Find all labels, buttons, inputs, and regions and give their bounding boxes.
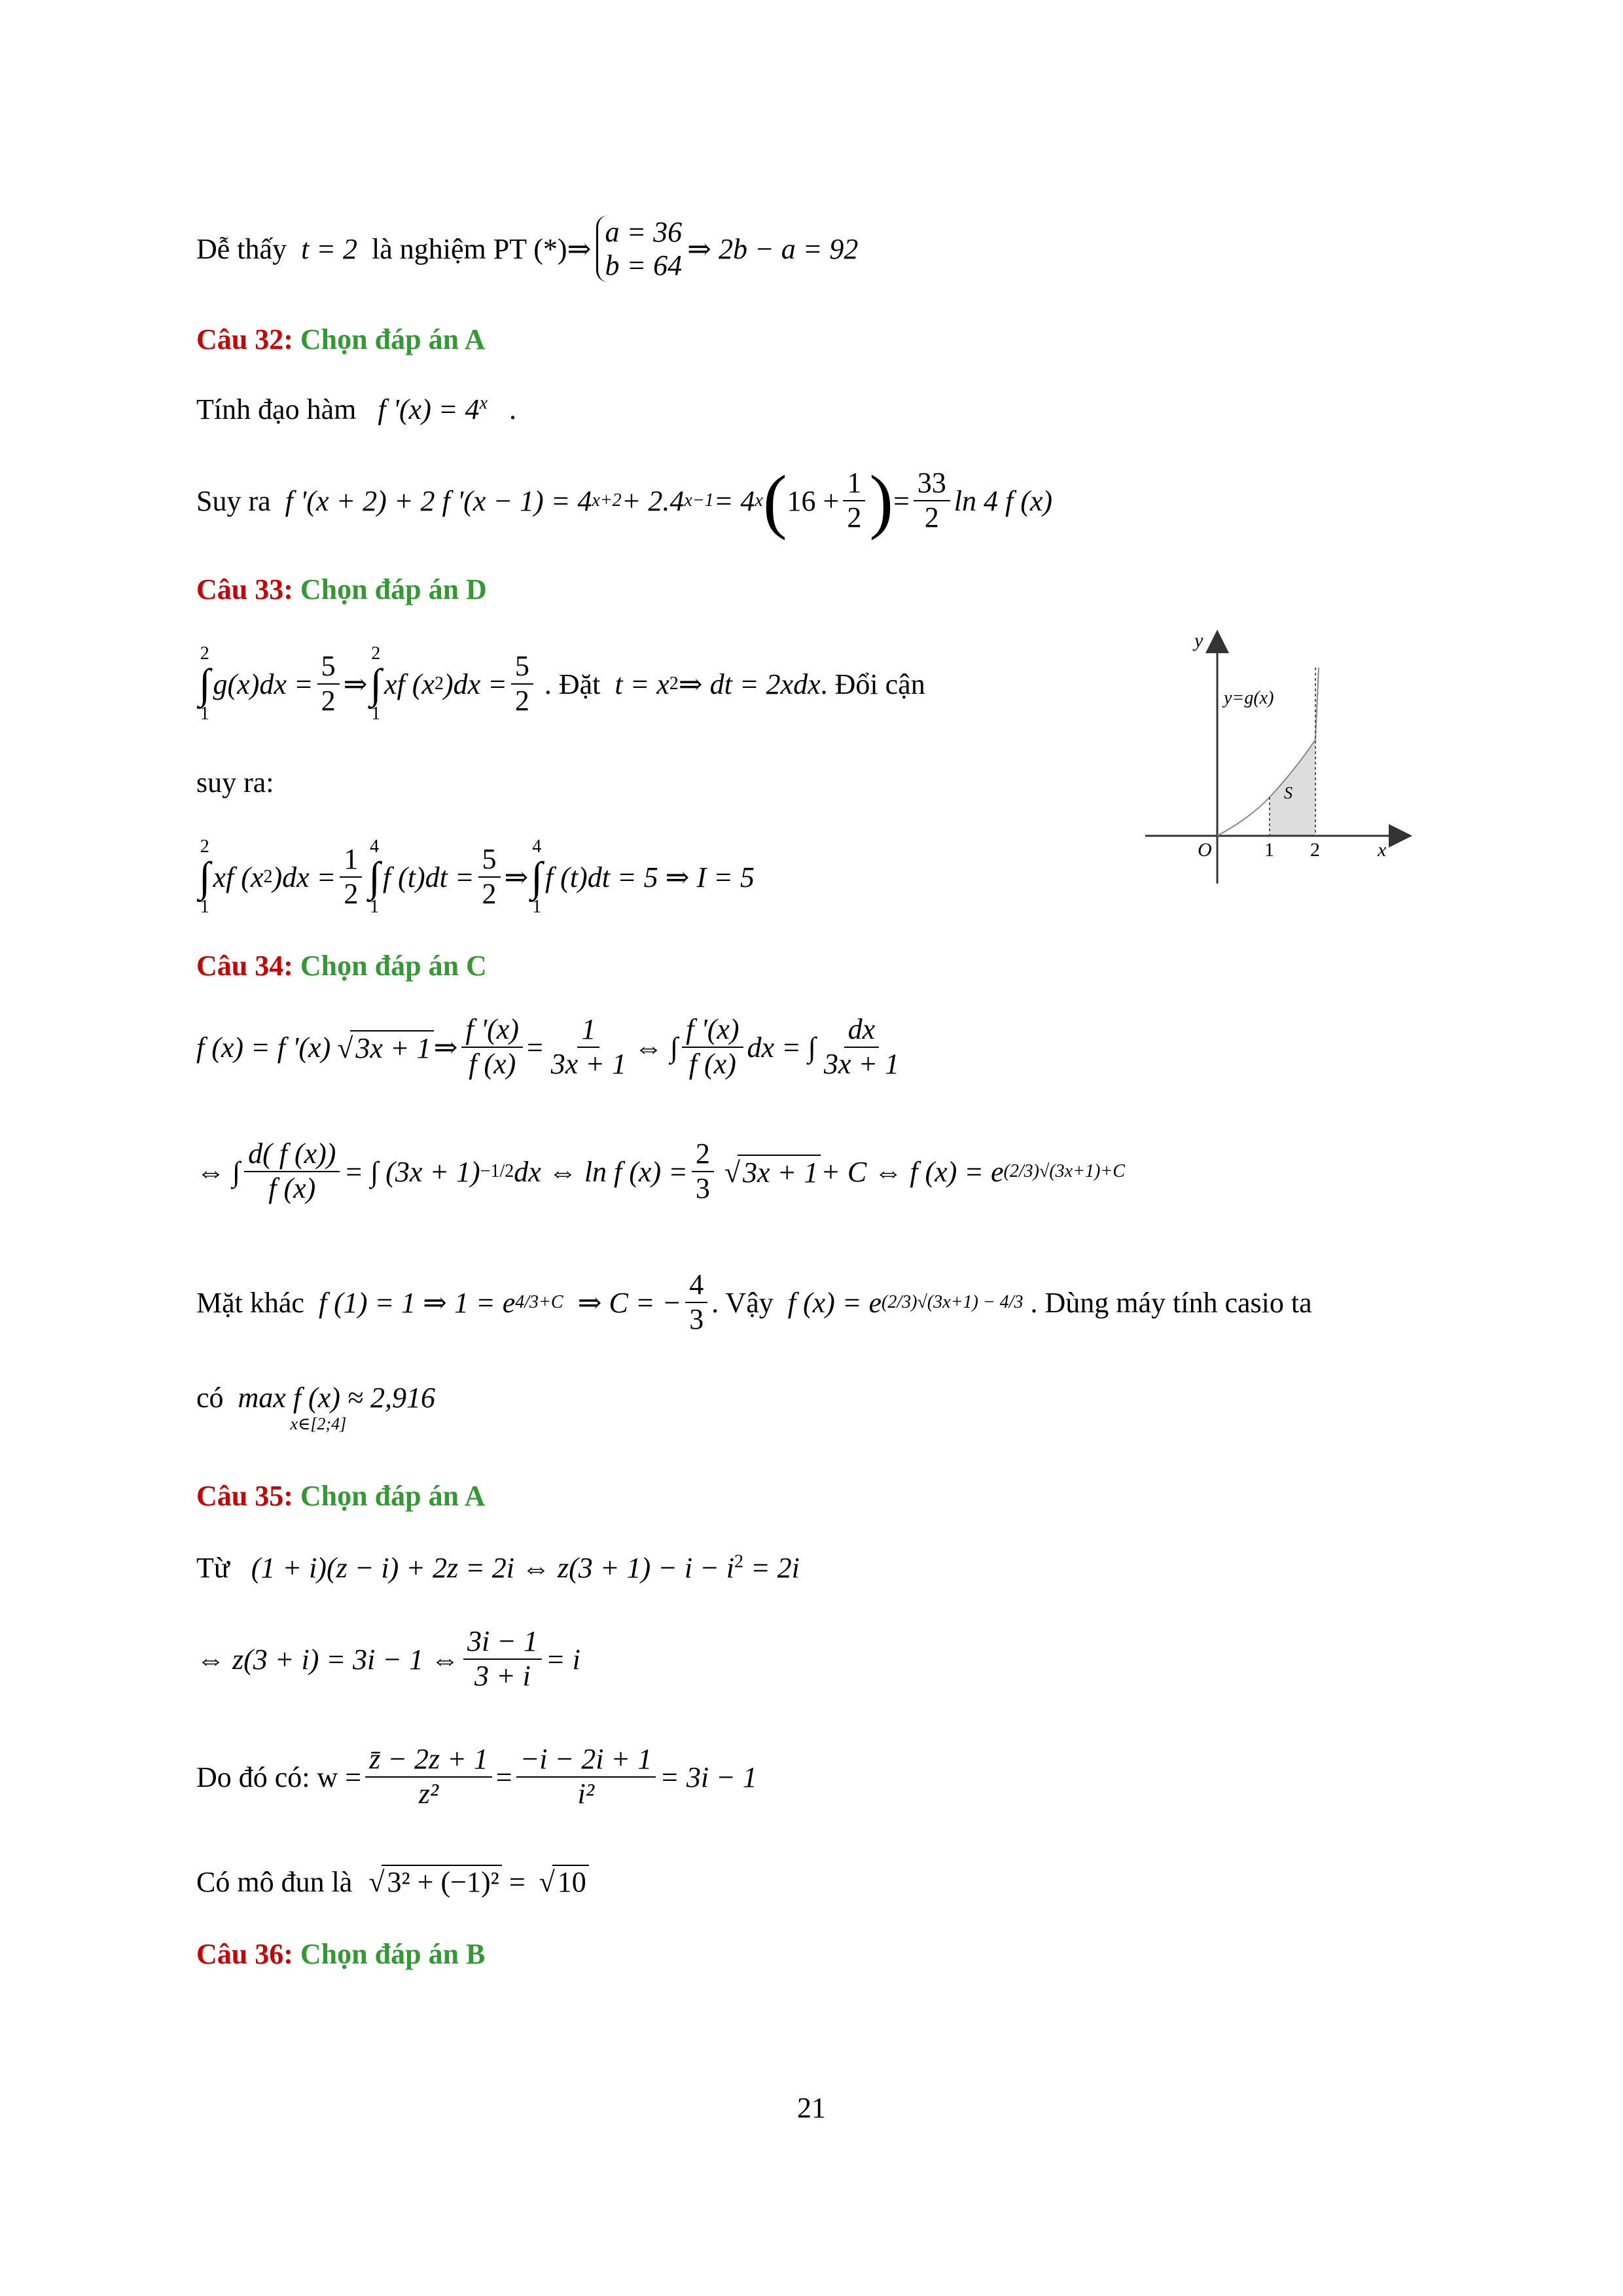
fraction — [914, 467, 950, 534]
q-answer: Chọn đáp án C — [300, 950, 487, 982]
line-35c — [196, 1734, 757, 1820]
exponent: 2 — [434, 673, 444, 694]
x-label: x — [1378, 839, 1387, 861]
integral — [199, 645, 211, 723]
math: t = 2 — [301, 232, 357, 265]
denominator: i² — [577, 1778, 595, 1810]
fraction — [317, 650, 340, 717]
q-label: Câu 36: — [196, 1938, 293, 1970]
area-label: S — [1284, 783, 1293, 802]
exponent: x−1 — [684, 490, 714, 511]
text: Có mô đun là — [196, 1866, 353, 1898]
numerator: 5 — [478, 843, 501, 878]
graph-figure — [1139, 628, 1414, 890]
math: = i — [545, 1643, 580, 1676]
math: = — [495, 1761, 512, 1793]
math: ⇒ — [433, 1031, 458, 1064]
math: ⇒ 2b − a = 92 — [687, 232, 859, 265]
math: f '(x) = 4 — [378, 393, 480, 425]
math: ⇒ C = − — [577, 1286, 682, 1319]
fraction — [547, 1013, 630, 1081]
numerator: 5 — [511, 650, 533, 685]
denominator: 2 — [321, 685, 336, 717]
fraction — [478, 843, 501, 910]
denominator: z² — [418, 1778, 439, 1810]
math: ⇔ ∫ — [634, 1031, 679, 1064]
question-33-heading — [196, 573, 487, 606]
integral-sign: ∫ — [370, 660, 382, 707]
math: t = x — [615, 668, 669, 700]
sqrt: √ 3² + (−1)² — [382, 1865, 501, 1898]
denominator: 3 — [695, 1172, 710, 1204]
integral — [368, 838, 380, 916]
integral-sign: ∫ — [199, 660, 211, 707]
math: 16 + — [787, 484, 840, 517]
q-answer: Chọn đáp án B — [300, 1938, 486, 1970]
math: = — [508, 1866, 526, 1898]
lower-limit: 1 — [200, 897, 209, 917]
page-number: 21 — [797, 2092, 826, 2124]
math: ⇒ — [343, 668, 368, 700]
math: f (1) = 1 ⇒ 1 = e — [318, 1286, 516, 1319]
integral-sign: ∫ — [531, 853, 543, 900]
eq-a: a = 36 — [605, 216, 683, 248]
math: ln 4 f (x) — [954, 484, 1053, 517]
denominator: f (x) — [688, 1048, 736, 1080]
text: . Dùng máy tính casio ta — [1030, 1286, 1312, 1319]
math: )dx = — [272, 861, 336, 893]
q-answer: Chọn đáp án D — [300, 573, 487, 605]
fraction — [682, 1013, 743, 1081]
math: max f (x) ≈ 2,916 — [238, 1382, 436, 1414]
numerator: −i − 2i + 1 — [516, 1743, 656, 1778]
question-36-heading — [196, 1937, 485, 1971]
exponent: 2 — [263, 867, 273, 887]
subscript: x∈[2;4] — [290, 1414, 347, 1433]
math: = — [893, 484, 910, 517]
fraction — [511, 650, 533, 717]
fraction — [340, 843, 362, 910]
numerator: f '(x) — [682, 1013, 743, 1048]
exponent: (2/3)√(3x+1) − 4/3 — [882, 1292, 1024, 1312]
fraction — [463, 1625, 542, 1693]
text: . Đổi cận — [820, 668, 925, 700]
denominator: 3x + 1 — [550, 1048, 627, 1080]
exponent: x+2 — [592, 490, 622, 511]
fraction — [244, 1138, 340, 1205]
lower-limit: 1 — [200, 704, 209, 724]
exponent: 2 — [734, 1551, 743, 1572]
denominator: 2 — [344, 878, 359, 910]
denominator: 2 — [924, 501, 939, 533]
text: . Đặt — [544, 668, 601, 700]
denominator: 2 — [514, 685, 529, 717]
system-brace — [596, 215, 682, 282]
math: = — [526, 1031, 543, 1064]
math: = 4 — [713, 484, 755, 517]
denominator: 3 + i — [474, 1660, 531, 1692]
line-35b — [196, 1617, 580, 1702]
text: Tính đạo hàm — [196, 393, 357, 425]
numerator: 3i − 1 — [463, 1625, 542, 1660]
math: f (t)dt = 5 ⇒ I = 5 — [544, 861, 755, 893]
integral — [531, 838, 543, 916]
denominator: 3x + 1 — [823, 1048, 900, 1080]
sqrt: √ 10 — [552, 1865, 589, 1898]
math: f (x) = e — [787, 1286, 882, 1319]
text: Mặt khác — [196, 1286, 304, 1319]
math: dx ⇔ ln f (x) = — [514, 1155, 688, 1188]
math: (1 + i)(z − i) + 2z = 2i ⇔ z(3 + 1) − i − i — [251, 1552, 734, 1584]
text: suy ra: — [196, 766, 274, 798]
line-34a — [196, 1008, 907, 1086]
fraction — [365, 1743, 492, 1810]
numerator: f '(x) — [461, 1013, 522, 1048]
paren-left: ( — [762, 460, 787, 541]
q-label: Câu 35: — [196, 1480, 293, 1512]
exponent: (2/3)√(3x+1)+C — [1003, 1161, 1125, 1181]
upper-limit: 2 — [200, 836, 209, 857]
denominator: 2 — [482, 878, 497, 910]
exponent: 2 — [669, 673, 679, 694]
tick-2: 2 — [1310, 839, 1320, 861]
numerator: d( f (x)) — [244, 1138, 340, 1172]
math: xf (x — [213, 861, 264, 893]
line-33b — [196, 766, 274, 799]
line-32b — [196, 458, 1052, 543]
numerator: 4 — [685, 1268, 707, 1303]
q-answer: Chọn đáp án A — [300, 323, 486, 355]
math: = 3i − 1 — [660, 1761, 757, 1793]
sqrt: √ 3x + 1 — [738, 1155, 821, 1189]
exponent: x — [755, 490, 763, 511]
lower-limit: 1 — [370, 897, 380, 917]
fraction — [685, 1268, 707, 1336]
math: = ∫ (3x + 1) — [344, 1155, 480, 1188]
math: + 2.4 — [621, 484, 685, 517]
numerator: 1 — [577, 1013, 599, 1048]
paren-right: ) — [869, 460, 893, 541]
text: Dễ thấy — [196, 232, 287, 265]
exponent: −1/2 — [480, 1161, 514, 1181]
fraction — [516, 1743, 656, 1810]
line-34c — [196, 1257, 1312, 1348]
denominator: 2 — [847, 501, 862, 533]
math: f (x) = f '(x) — [196, 1031, 331, 1064]
numerator: 2 — [692, 1138, 714, 1172]
math: g(x)dx = — [213, 668, 313, 700]
math: dx = ∫ — [747, 1031, 816, 1064]
text: . Vậy — [711, 1286, 774, 1319]
math: = 2i — [750, 1552, 800, 1584]
lower-limit: 1 — [532, 897, 542, 917]
q-answer: Chọn đáp án A — [300, 1480, 486, 1512]
upper-limit: 2 — [200, 643, 209, 664]
math: )dx = — [443, 668, 507, 700]
sqrt: √ 3x + 1 — [350, 1030, 433, 1065]
denominator: f (x) — [469, 1048, 516, 1080]
upper-limit: 4 — [370, 836, 380, 857]
integral-sign: ∫ — [368, 853, 380, 900]
text: . — [509, 393, 516, 425]
exponent: x — [479, 393, 488, 414]
line-35d — [196, 1865, 589, 1899]
line-1 — [196, 209, 858, 288]
line-35a — [196, 1551, 800, 1585]
math: xf (x — [384, 668, 435, 700]
math: ⇒ — [504, 861, 529, 893]
eq-b: b = 64 — [605, 249, 683, 281]
fraction — [843, 467, 865, 534]
math: ⇔ ∫ — [196, 1155, 241, 1188]
line-34d — [196, 1381, 435, 1434]
numerator: z̄ − 2z + 1 — [365, 1743, 492, 1778]
line-33c — [196, 821, 755, 933]
question-32-heading — [196, 323, 485, 356]
q-label: Câu 32: — [196, 323, 293, 355]
numerator: 1 — [340, 843, 362, 878]
numerator: dx — [844, 1013, 880, 1048]
text: Do đó có: w = — [196, 1761, 362, 1793]
numerator: 33 — [914, 467, 950, 501]
math: + C ⇔ f (x) = e — [821, 1155, 1004, 1188]
line-33a — [196, 628, 925, 740]
line-34b — [196, 1126, 1125, 1217]
tick-1: 1 — [1264, 839, 1274, 861]
numerator: 1 — [843, 467, 865, 501]
curve-label: y=g(x) — [1224, 688, 1274, 708]
math: f '(x + 2) + 2 f '(x − 1) = 4 — [285, 484, 592, 517]
math: ⇔ z(3 + i) = 3i − 1 ⇔ — [196, 1643, 459, 1676]
math: f (t)dt = — [382, 861, 474, 893]
fraction — [692, 1138, 714, 1205]
q-label: Câu 34: — [196, 950, 293, 982]
fraction — [461, 1013, 522, 1081]
q-label: Câu 33: — [196, 573, 293, 605]
upper-limit: 4 — [532, 836, 542, 857]
shaded-region-s — [1270, 740, 1315, 836]
text: có — [196, 1382, 224, 1414]
text: Suy ra — [196, 484, 271, 517]
question-35-heading — [196, 1479, 485, 1513]
upper-limit: 2 — [371, 643, 381, 664]
integral — [199, 838, 211, 916]
numerator: 5 — [317, 650, 340, 685]
lower-limit: 1 — [371, 704, 381, 724]
y-label: y — [1194, 630, 1204, 651]
denominator: 3 — [689, 1303, 704, 1335]
line-32a — [196, 393, 516, 426]
text: là nghiệm PT (*)⇒ — [371, 232, 592, 265]
origin-label: O — [1198, 839, 1212, 861]
question-34-heading — [196, 949, 487, 982]
fraction — [820, 1013, 903, 1081]
math: ⇒ dt = 2xdx — [678, 668, 821, 700]
integral — [370, 645, 382, 723]
exponent: 4/3+C — [515, 1292, 563, 1312]
text: Từ — [196, 1552, 230, 1584]
integral-sign: ∫ — [199, 853, 211, 900]
denominator: f (x) — [268, 1172, 316, 1204]
